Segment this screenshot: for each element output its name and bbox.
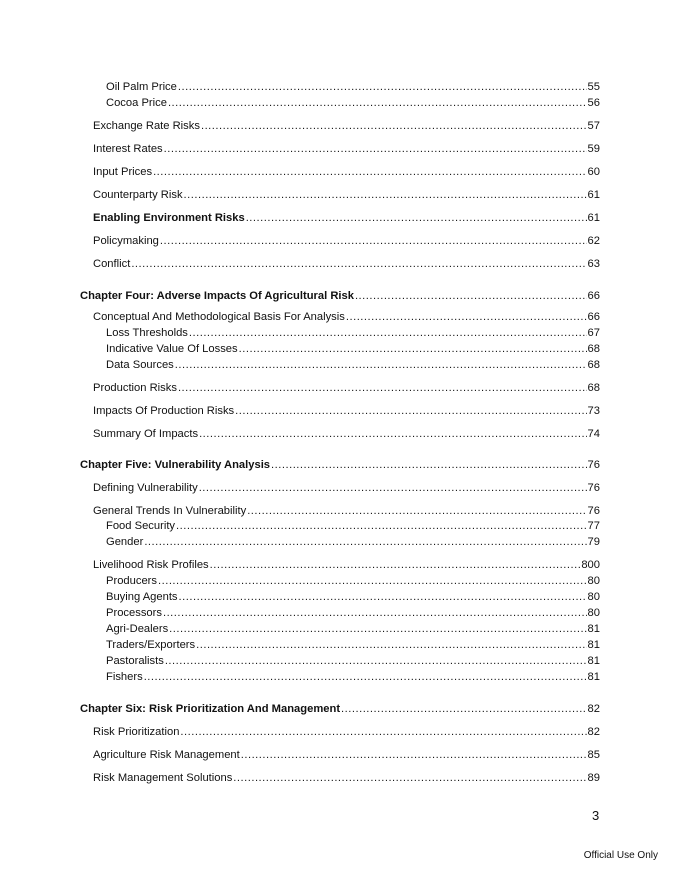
toc-entry[interactable]	[106, 342, 600, 356]
toc-entry[interactable]	[106, 519, 600, 533]
toc-entry[interactable]	[106, 670, 600, 684]
dot-leader	[179, 590, 587, 604]
toc-entry[interactable]	[106, 574, 600, 588]
toc-entry[interactable]	[93, 381, 600, 395]
toc-entry[interactable]	[106, 590, 600, 604]
toc-entry-title: Exchange Rate Risks	[93, 120, 200, 132]
dot-leader	[189, 326, 587, 340]
dot-leader	[341, 702, 587, 716]
toc-entry[interactable]	[93, 310, 600, 324]
dot-leader	[178, 80, 587, 94]
toc-entry-page: 81	[587, 623, 600, 635]
toc-entry-page: 81	[587, 639, 600, 651]
dot-leader	[199, 481, 587, 495]
dot-leader	[153, 165, 586, 179]
toc-entry-page: 62	[587, 235, 600, 247]
toc-entry-title: Interest Rates	[93, 143, 163, 155]
toc-entry-page: 68	[587, 343, 600, 355]
toc-entry[interactable]	[106, 654, 600, 668]
dot-leader	[144, 535, 586, 549]
dot-leader	[168, 96, 587, 110]
toc-entry[interactable]	[93, 257, 600, 271]
toc-entry[interactable]	[106, 80, 600, 94]
toc-entry-page: 68	[587, 359, 600, 371]
toc-chapter-entry[interactable]	[80, 702, 600, 716]
toc-entry[interactable]	[93, 558, 600, 572]
toc-chapter-entry[interactable]	[80, 458, 600, 472]
toc-entry[interactable]	[93, 771, 600, 785]
toc-entry-page: 79	[587, 536, 600, 548]
toc-entry-title: Gender	[106, 536, 144, 548]
toc-entry-page: 82	[587, 703, 600, 715]
toc-entry[interactable]	[106, 96, 600, 110]
dot-leader	[176, 519, 587, 533]
dot-leader	[144, 670, 587, 684]
dot-leader	[233, 771, 586, 785]
classification-footer: Official Use Only	[583, 850, 658, 861]
dot-leader	[180, 725, 586, 739]
toc-entry-page: 80	[587, 607, 600, 619]
toc-entry-title: Defining Vulnerability	[93, 482, 198, 494]
dot-leader	[235, 404, 586, 418]
toc-entry-title: Conflict	[93, 258, 131, 270]
toc-entry-title: Buying Agents	[106, 591, 178, 603]
toc-entry[interactable]	[106, 358, 600, 372]
toc-entry[interactable]	[93, 481, 600, 495]
toc-entry-title: Food Security	[106, 520, 176, 532]
toc-entry-title: Risk Management Solutions	[93, 772, 233, 784]
toc-entry-title: Counterparty Risk	[93, 189, 183, 201]
toc-entry[interactable]	[93, 427, 600, 441]
toc-entry-page: 800	[581, 559, 600, 571]
toc-entry-title: General Trends In Vulnerability	[93, 505, 247, 517]
toc-entry-page: 73	[587, 405, 600, 417]
toc-entry[interactable]	[93, 748, 600, 762]
toc-entry[interactable]	[93, 165, 600, 179]
toc-entry-title: Producers	[106, 575, 157, 587]
toc-entry[interactable]	[106, 535, 600, 549]
dot-leader	[165, 654, 587, 668]
toc-entry[interactable]	[93, 404, 600, 418]
toc-entry-page: 61	[587, 212, 600, 224]
dot-leader	[246, 211, 587, 225]
toc-entry[interactable]	[93, 211, 600, 225]
toc-entry[interactable]	[93, 119, 600, 133]
dot-leader	[355, 289, 587, 303]
toc-entry-title: Impacts Of Production Risks	[93, 405, 235, 417]
toc-entry-title: Policymaking	[93, 235, 159, 247]
toc-entry-title: Oil Palm Price	[106, 81, 177, 93]
toc-entry-title: Production Risks	[93, 382, 177, 394]
toc-entry-page: 66	[587, 290, 600, 302]
dot-leader	[160, 234, 587, 248]
dot-leader	[346, 310, 587, 324]
toc-entry-title: Loss Thresholds	[106, 327, 188, 339]
toc-entry-page: 76	[587, 459, 600, 471]
toc-entry-title: Agriculture Risk Management	[93, 749, 240, 761]
toc-entry-title: Cocoa Price	[106, 97, 167, 109]
toc-entry[interactable]	[93, 188, 600, 202]
toc-entry-page: 68	[587, 382, 600, 394]
dot-leader	[199, 427, 586, 441]
dot-leader	[178, 381, 587, 395]
dot-leader	[241, 748, 587, 762]
toc-entry-title: Risk Prioritization	[93, 726, 180, 738]
page-number: 3	[592, 808, 600, 823]
toc-entry-page: 66	[587, 311, 600, 323]
toc-entry-page: 81	[587, 671, 600, 683]
toc-entry[interactable]	[106, 326, 600, 340]
toc-entry-page: 76	[587, 505, 600, 517]
dot-leader	[169, 622, 586, 636]
toc-entry-page: 55	[587, 81, 600, 93]
toc-entry-page: 59	[587, 143, 600, 155]
toc-entry-title: Pastoralists	[106, 655, 164, 667]
toc-entry-title: Chapter Six: Risk Prioritization And Management	[80, 703, 341, 715]
dot-leader	[158, 574, 587, 588]
dot-leader	[163, 606, 587, 620]
toc-entry-page: 57	[587, 120, 600, 132]
toc-entry-title: Processors	[106, 607, 162, 619]
toc-entry-page: 80	[587, 591, 600, 603]
toc-entry-title: Summary Of Impacts	[93, 428, 199, 440]
toc-entry-title: Conceptual And Methodological Basis For Analysis	[93, 311, 345, 323]
dot-leader	[196, 638, 586, 652]
toc-entry-title: Fishers	[106, 671, 143, 683]
toc-entry-page: 80	[587, 575, 600, 587]
toc-entry-title: Data Sources	[106, 359, 174, 371]
dot-leader	[271, 458, 587, 472]
toc-entry-title: Agri-Dealers	[106, 623, 169, 635]
toc-entry[interactable]	[106, 638, 600, 652]
toc-entry-title: Indicative Value Of Losses	[106, 343, 238, 355]
toc-entry-page: 63	[587, 258, 600, 270]
dot-leader	[175, 358, 587, 372]
toc-entry-title: Enabling Environment Risks	[93, 212, 245, 224]
toc-entry-title: Traders/Exporters	[106, 639, 196, 651]
toc-entry-page: 77	[587, 520, 600, 532]
dot-leader	[239, 342, 587, 356]
toc-entry-page: 56	[587, 97, 600, 109]
toc-entry-page: 67	[587, 327, 600, 339]
toc-entry-page: 89	[587, 772, 600, 784]
toc-entry-page: 81	[587, 655, 600, 667]
toc-entry-page: 82	[587, 726, 600, 738]
toc-entry[interactable]	[93, 234, 600, 248]
toc-chapter-entry[interactable]	[80, 289, 600, 303]
toc-entry-page: 76	[587, 482, 600, 494]
toc-entry-title: Chapter Five: Vulnerability Analysis	[80, 459, 271, 471]
toc-entry[interactable]	[93, 142, 600, 156]
dot-leader	[184, 188, 587, 202]
toc-entry[interactable]	[93, 725, 600, 739]
toc-entry-title: Input Prices	[93, 166, 153, 178]
toc-entry-page: 60	[587, 166, 600, 178]
toc-entry-page: 85	[587, 749, 600, 761]
dot-leader	[247, 504, 586, 518]
dot-leader	[131, 257, 586, 271]
dot-leader	[201, 119, 587, 133]
toc-entry[interactable]	[106, 622, 600, 636]
dot-leader	[210, 558, 581, 572]
toc-entry-page: 61	[587, 189, 600, 201]
toc-entry[interactable]	[93, 504, 600, 518]
toc-entry-title: Chapter Four: Adverse Impacts Of Agricultural Risk	[80, 290, 354, 302]
dot-leader	[164, 142, 587, 156]
toc-entry-page: 74	[587, 428, 600, 440]
toc-entry-title: Livelihood Risk Profiles	[93, 559, 209, 571]
toc-entry[interactable]	[106, 606, 600, 620]
